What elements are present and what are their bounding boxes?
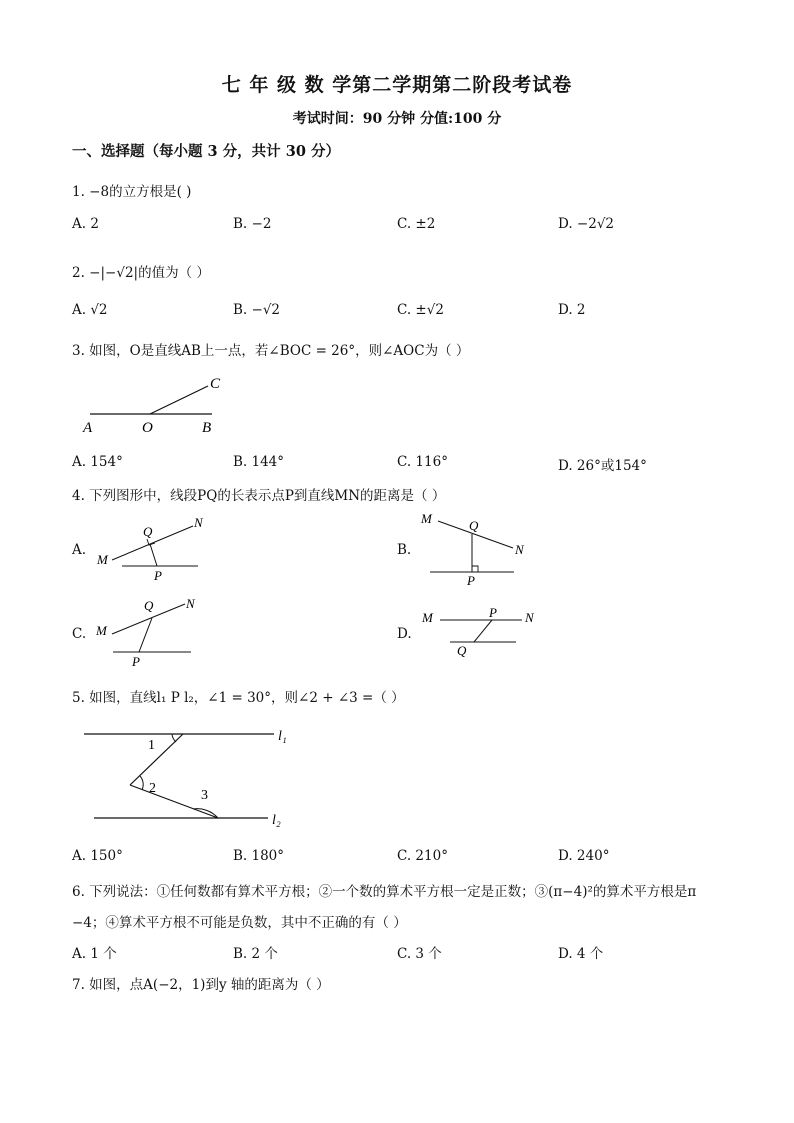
question-1-stem: 1. −8的立方根是( ) bbox=[72, 184, 192, 200]
q5-label-l1: l₁ bbox=[278, 729, 287, 744]
q3-angle-figure bbox=[80, 372, 240, 437]
question-6-stem-line-1: 6. 下列说法：①任何数都有算术平方根；②一个数的算术平方根一定是正数；③(π−4)²的算术平方根是π bbox=[72, 884, 697, 900]
q4-figure-b bbox=[418, 508, 538, 588]
q2-option-c: C. ±√2 bbox=[397, 302, 444, 318]
q6-option-d: D. 4 个 bbox=[558, 946, 604, 962]
q4d-label-p: P bbox=[489, 605, 497, 620]
q4c-label-q: Q bbox=[144, 598, 154, 613]
q4-option-c: C. bbox=[72, 626, 87, 642]
q3-label-b: B bbox=[202, 420, 212, 436]
q2-option-a: A. √2 bbox=[72, 302, 108, 318]
q5-label-angle-2: 2 bbox=[149, 781, 156, 796]
q4d-label-n: N bbox=[525, 610, 534, 625]
question-6-stem-line-2: −4；④算术平方根不可能是负数，其中不正确的有（ ） bbox=[72, 915, 407, 931]
q3-option-d: D. 26°或154° bbox=[558, 458, 647, 474]
q1-option-c: C. ±2 bbox=[397, 216, 436, 232]
q4b-label-p: P bbox=[467, 573, 475, 588]
q5-label-l2: l₂ bbox=[272, 813, 281, 828]
q4d-label-q: Q bbox=[457, 643, 467, 658]
q4-figure-d bbox=[420, 604, 550, 659]
exam-title: 七 年 级 数 学第二学期第二阶段考试卷 bbox=[221, 74, 573, 96]
q3-option-c: C. 116° bbox=[397, 454, 448, 470]
q4b-label-n: N bbox=[515, 542, 524, 557]
q2-option-b: B. −√2 bbox=[233, 302, 281, 318]
q6-option-a: A. 1 个 bbox=[72, 946, 117, 962]
q4-option-d: D. bbox=[397, 626, 412, 642]
q4-figure-c bbox=[95, 596, 215, 671]
q4a-label-m: M bbox=[97, 552, 108, 567]
q3-option-a: A. 154° bbox=[72, 454, 123, 470]
q5-option-a: A. 150° bbox=[72, 848, 123, 864]
q4a-label-p: P bbox=[154, 568, 162, 583]
q5-option-b: B. 180° bbox=[233, 848, 285, 864]
question-7-stem: 7. 如图，点A(−2，1)到y 轴的距离为（ ） bbox=[72, 977, 330, 993]
q5-option-d: D. 240° bbox=[558, 848, 610, 864]
q5-parallel-figure bbox=[80, 722, 300, 832]
q1-option-a: A. 2 bbox=[72, 216, 99, 232]
q5-label-angle-1: 1 bbox=[148, 738, 155, 753]
q4d-label-m: M bbox=[422, 610, 433, 625]
question-2-stem: 2. −|−√2|的值为（ ） bbox=[72, 265, 210, 281]
q1-option-b: B. −2 bbox=[233, 216, 272, 232]
q4c-label-m: M bbox=[96, 623, 107, 638]
q2-option-d: D. 2 bbox=[558, 302, 586, 318]
q3-option-b: B. 144° bbox=[233, 454, 285, 470]
q4a-label-q: Q bbox=[143, 524, 153, 539]
question-3-stem: 3. 如图，O是直线AB上一点，若∠BOC = 26°，则∠AOC为（ ） bbox=[72, 343, 470, 359]
q4-option-a: A. bbox=[72, 542, 87, 558]
q6-option-c: C. 3 个 bbox=[397, 946, 442, 962]
q4c-label-p: P bbox=[132, 654, 140, 669]
section-heading: 一、选择题（每小题 3 分，共计 30 分） bbox=[72, 143, 340, 160]
exam-subtitle: 考试时间：90 分钟 分值:100 分 bbox=[292, 111, 502, 127]
q5-label-angle-3: 3 bbox=[201, 788, 208, 803]
q4b-label-m: M bbox=[421, 511, 432, 526]
question-4-stem: 4. 下列图形中，线段PQ的长表示点P到直线MN的距离是（ ） bbox=[72, 488, 446, 504]
q1-option-d: D. −2√2 bbox=[558, 216, 615, 232]
question-5-stem: 5. 如图，直线l₁ P l₂，∠1 = 30°，则∠2 + ∠3 =（ ） bbox=[72, 690, 405, 706]
q3-label-a: A bbox=[83, 420, 93, 436]
q5-option-c: C. 210° bbox=[397, 848, 448, 864]
q4-figure-a bbox=[95, 512, 215, 587]
q6-option-b: B. 2 个 bbox=[233, 946, 278, 962]
q4c-label-n: N bbox=[186, 596, 195, 611]
q4b-label-q: Q bbox=[469, 518, 479, 533]
q4a-label-n: N bbox=[194, 515, 203, 530]
q3-label-c: C bbox=[210, 376, 221, 392]
q4-option-b: B. bbox=[397, 542, 412, 558]
q3-label-o: O bbox=[142, 420, 153, 436]
